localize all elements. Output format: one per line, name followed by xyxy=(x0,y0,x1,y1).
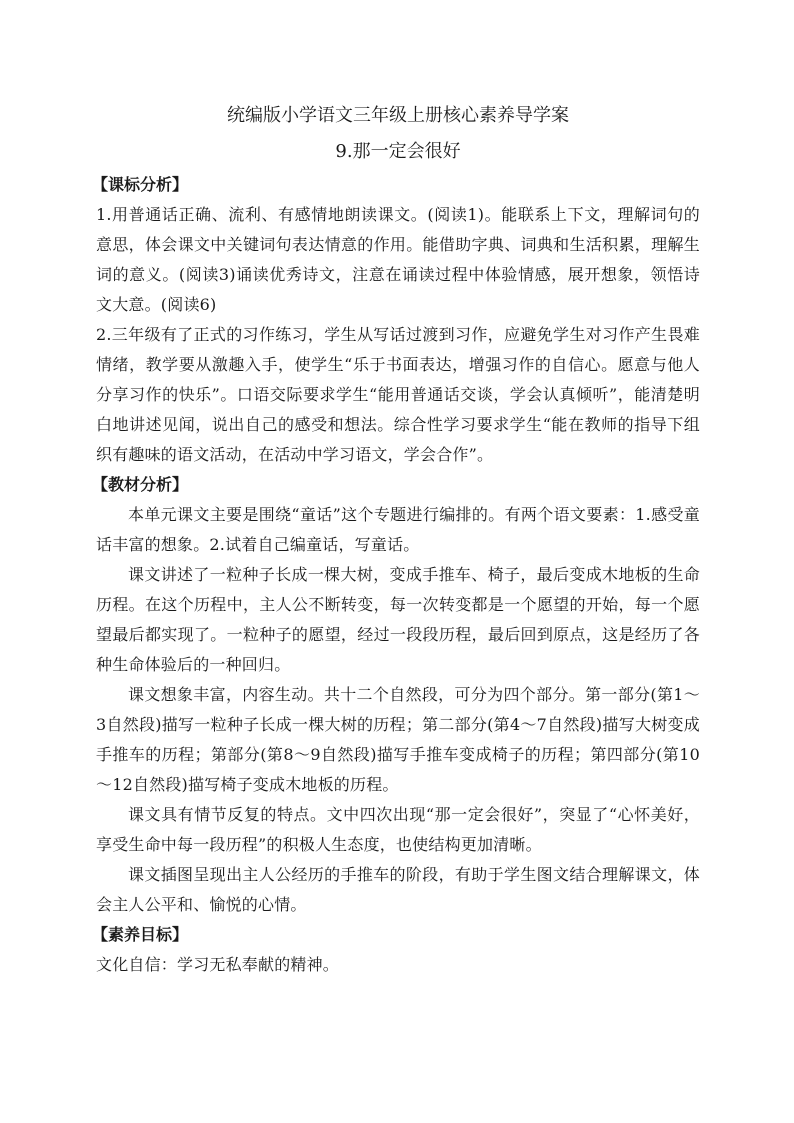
section-curriculum-analysis xyxy=(92,170,700,470)
lesson-title: 9.那一定会很好 xyxy=(335,141,461,162)
section-heading: 【课标分析】 xyxy=(92,175,189,194)
paragraph: 课文讲述了一粒种子长成一棵大树，变成手推车、椅子，最后变成木地板的生命历程。在这个历程中，主人公不断转变，每一次转变都是一个愿望的开始，每一个愿望最后都实现了。一粒种子的愿望，经过一段段历程，最后回到原点，这是经历了各种生命体验后的一种回归。 xyxy=(96,565,700,674)
section-literacy-goals xyxy=(92,920,700,980)
paragraph: 2.三年级有了正式的习作练习，学生从写话过渡到习作，应避免学生对习作产生畏难情绪，教学要从激趣入手，使学生“乐于书面表达，增强习作的自信心。愿意与他人分享习作的快乐”。口语交际要求学生“能用普通话交谈，学会认真倾听”，能清楚明白地讲述见闻，说出自己的感受和想法。综合性学习要求学生“能在教师的指导下组织有趣味的语文活动，在活动中学习语文，学会合作”。 xyxy=(96,325,700,464)
paragraph: 课文想象丰富，内容生动。共十二个自然段，可分为四个部分。第一部分(第1～3自然段)描写一粒种子长成一棵大树的历程；第二部分(第4～7自然段)描写大树变成手推车的历程；第部分(第8～9自然段)描写手推车变成椅子的历程；第四部分(第10～12自然段)描写椅子变成木地板的历程。 xyxy=(96,685,700,794)
paragraph: 文化自信：学习无私奉献的精神。 xyxy=(96,955,340,974)
section-heading: 【教材分析】 xyxy=(92,475,189,494)
paragraph: 课文插图呈现出主人公经历的手推车的阶段，有助于学生图文结合理解课文，体会主人公平和、愉悦的心情。 xyxy=(96,865,700,914)
paragraph: 1.用普通话正确、流利、有感情地朗读课文。(阅读1)。能联系上下文，理解词句的意思，体会课文中关键词句表达情意的作用。能借助字典、词典和生活积累，理解生词的意义。(阅读3)诵读优秀诗文，注意在诵读过程中体验情感，展开想象，领悟诗文大意。(阅读6) xyxy=(96,205,700,314)
section-heading: 【素养目标】 xyxy=(92,925,189,944)
section-textbook-analysis xyxy=(92,470,700,920)
document-page xyxy=(92,100,700,980)
paragraph: 课文具有情节反复的特点。文中四次出现“那一定会很好”，突显了“心怀美好，享受生命中每一段历程”的积极人生态度，也使结构更加清晰。 xyxy=(96,805,700,854)
paragraph: 本单元课文主要是围绕“童话”这个专题进行编排的。有两个语文要素：1.感受童话丰富的想象。2.试着自己编童话，写童话。 xyxy=(96,505,700,554)
document-title: 统编版小学语文三年级上册核心素养导学案 xyxy=(227,105,569,126)
